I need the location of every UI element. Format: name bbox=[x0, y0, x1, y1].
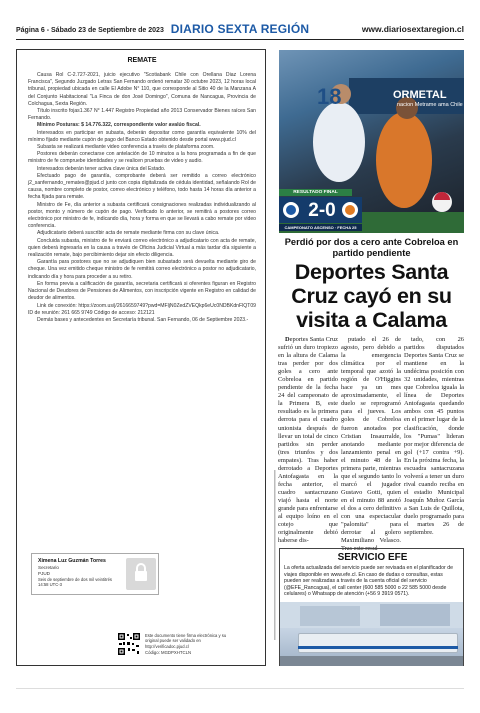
signature-date: Seis de septiembre de dos mil veintitrés 14:58 UTC-3 bbox=[38, 577, 113, 588]
remate-title: REMATE bbox=[127, 57, 157, 64]
train-icon bbox=[298, 633, 458, 653]
page-header bbox=[0, 0, 480, 44]
article-column-text: Deportes Santa Cruz sufrió un duro tropiezo en la altura de Calama tras perder por dos goles a cero ante Cobreloa en partido pendiente de la fecha 24 del campeonato de la Primera B, este resultado es la primera derrota para el cuadro unionista después de llevar un total de cinco partidos sin perder (tres triunfos y dos empates). Tras haber derrotado a Deportes Antofagasta en la fecha anterior, el cuadro santacruzano viajó hasta el norte grande para enfrentarse al equipo loíno en el cotejo que originalmente debió haberse dis- bbox=[278, 336, 338, 545]
qr-code-icon[interactable] bbox=[117, 632, 141, 656]
billboard-subtext: nacion Metrame ama Chile bbox=[397, 102, 463, 108]
header-divider bbox=[16, 39, 464, 40]
remate-paragraph: Demás bases y antecedentes en Secretaría tribunal. San Fernando, 06 de Septiembre 2023.- bbox=[37, 316, 249, 323]
signer-court: PJUD bbox=[38, 571, 50, 576]
remate-paragraph: Subasta se realizará mediante video conferencia a través de plataforma zoom. bbox=[37, 144, 215, 151]
remate-paragraph-minimum: Mínimo Posturas: $ 14.776.322, correspondiente valor avalúo fiscal. bbox=[37, 122, 201, 129]
remate-body bbox=[28, 72, 256, 324]
article-kicker: Perdió por dos a cero ante Cobreloa en partido pendiente bbox=[284, 237, 459, 258]
jersey-number: 18 bbox=[317, 84, 342, 109]
efe-notice bbox=[279, 548, 464, 666]
article-column bbox=[341, 336, 401, 553]
signer-name: Ximena Luz Guzmán Torres bbox=[38, 558, 106, 564]
remate-notice bbox=[16, 49, 266, 666]
qr-validation-note: Este documento tiene firma electrónica y su original puede ser validado en http://verificadoc.pjud.cl bbox=[145, 633, 227, 649]
signature-stamp-icon bbox=[126, 558, 156, 590]
signature-box bbox=[31, 553, 159, 595]
remate-paragraph: Link de conexión: https://zoom.us/j/2616659749?pwd=MFljN0ZedZVEQkp6eUc0NDBKdnFlQT09 ID de reunión: 261 665 9749 Código de acceso: 212121 bbox=[28, 302, 256, 316]
footer-divider bbox=[16, 688, 464, 689]
article-column-text: putado el 26 de agosto, pero debido a la emergencia climática por el temporal que azotó la región de O'Higgins hace ya un mes aproximadamente, el duelo se reprogramó para el jueves. Los goles de Cobreloa fueron anotados por Cristian Insaurralde, anotando mediante lanzamiento penal en el minuto 48 de la primera parte, mientras que el segundo tanto lo marcó el jugador Gustavo Gotti, quien en el minuto 88 anotó el dos a cero definitivo con una espectacular "palomita" para derrotar al golero Maximiliano Velasco. Tras este resul- bbox=[341, 336, 401, 553]
efe-text: La oferta actualizada del servicio puede ser revisada en el planificador de viajes disponible en www.efe.cl. En caso de dudas o consultas, estas pueden ser realizadas a través de la cuenta oficial del servicio (@EFE_Rancagua), el call center (600 585 5000 o 22 585 5000 desde celulares) o Whatsapp de atención (+56 9 3919 0571). bbox=[284, 565, 453, 598]
efe-title: SERVICIO EFE bbox=[337, 552, 408, 563]
article-headline: Deportes Santa Cruz cayó en su visita a Calama bbox=[291, 260, 452, 332]
signer-role: Secretario bbox=[38, 565, 59, 570]
article-column bbox=[278, 336, 338, 545]
page-info: Página 6 - Sábado 23 de Septiembre de 2023 bbox=[16, 27, 164, 34]
remate-paragraph: Causa Rol C-2.727-2021, juicio ejecutivo "Scotiabank Chile con Orellana Diaz Lorena Francisca", Segundo Juzgado Letras San Fernando ordenó rematar 30 octubre 2023, 12 horas local tribunal, propiedad ubicada en calle El Adobe N° 110, que corresponde al Sitio 40 de la Manzana A del Conjunto Habitacional "La Finca de don José Domingo", Comuna de Nancagua, Provincia de Colchagua, Sexta Región. bbox=[28, 72, 256, 107]
article-column-text: tado, con 26 partidos disputados Deportes Santa Cruz se mantiene en la undécima posición con 32 unidades, mientras que Cobreloa iguala la línea de Deportes Antofagasta quedando ambos con 45 puntos en el primer lugar de la clasificación, donde los "Pumas" lideran por mejor diferencia de gol (+17 contra +9). En la próxima fecha, la escuadra santacruzana volverá a tener un duro rival cuando reciba en el estadio Municipal Joaquín Muñoz García a San Luis de Quillota, duelo programado para el martes 26 de septiembre. bbox=[404, 336, 464, 537]
validation-code: Código: MGDPXHTCLN bbox=[145, 650, 192, 655]
remate-paragraph: Efectuado pago de garantía, comprobante deberá ser remitido a correo electrónico j2_sanfernando_remates@pjud.cl junto con copia digitalizada de cédula identidad, señalando Rol de causa, nombre completo de postor, correo electrónico y teléfono, todo hasta 14 horas día anterior a fecha fijada para remate. bbox=[28, 172, 256, 201]
final-score: 2-0 bbox=[308, 200, 336, 221]
newspaper-name: DIARIO SEXTA REGIÓN bbox=[170, 22, 310, 36]
remate-paragraph: Interesados en participar en subasta, deberán depositar como garantía equivalente 10% del mínimo fijado mediante cupón de pago del Banco Estado obtenido desde portal www.pjud.cl bbox=[28, 129, 256, 143]
remate-paragraph: Concluida subasta, ministro de fe enviará correo electrónico a adjudicatario con acta de remate, quien deberá ingresarla en la causa a través de Oficina Judicial Virtual a más tardar día siguiente a realización remate, bajo percibimiento dejar sin efecto diligencia. bbox=[28, 237, 256, 259]
billboard-text: ORMETAL bbox=[393, 89, 447, 101]
result-label: RESULTADO FINAL bbox=[279, 189, 352, 196]
remate-paragraph: Postores deberán conectarse con antelación de 10 minutos a la hora programada a fin de que ministro de fe compruebe identidades y se realicen pruebas de video y audio. bbox=[28, 151, 256, 165]
newspaper-url[interactable]: www.diariosextaregion.cl bbox=[361, 24, 464, 34]
train-stripe bbox=[298, 646, 458, 649]
remate-paragraph: Título inscrito fojas1.367 N° 1.447 Registro Propiedad año 2013 Conservador Bienes raíces San Fernando. bbox=[28, 108, 256, 122]
remate-paragraph: Adjudicatario deberá suscribir acta de remate mediante firma con su clave única. bbox=[37, 230, 220, 237]
article-body bbox=[278, 336, 464, 553]
remate-paragraph: Interesados deberán tener activa clave única del Estado. bbox=[37, 165, 166, 172]
match-photo bbox=[279, 50, 464, 233]
remate-paragraph: Ministro de Fe, día anterior a subasta certificará consignaciones realizadas individualizando al postor, monto y número de cupón de pago. Verificado lo anterior, se remitirá a postores correo electrónico por ministro de fe, indicando día, hora y forma en que se llevará a cabo remate por video conferencia. bbox=[28, 201, 256, 230]
competition-label: CAMPEONATO ASCENSO · FECHA 25 bbox=[279, 224, 362, 231]
remate-paragraph: En forma previa a calificación de garantía, secretaria certificará si oferentes figuran en Registro Nacional de Deudores de Pensiones de Alimentos, con inscripción vigente en Registro en calidad de deudor de alimentos. bbox=[28, 280, 256, 302]
article-column bbox=[404, 336, 464, 537]
remate-paragraph: Garantía para postores que no se adjudiquen bien subastado será devuelta mediante giro de cheque. Una vez emitido cheque ministro de fe remitirá correo electrónico a postor no adjudicatario, indicando día y hora para proceder a su retiro. bbox=[28, 259, 256, 280]
